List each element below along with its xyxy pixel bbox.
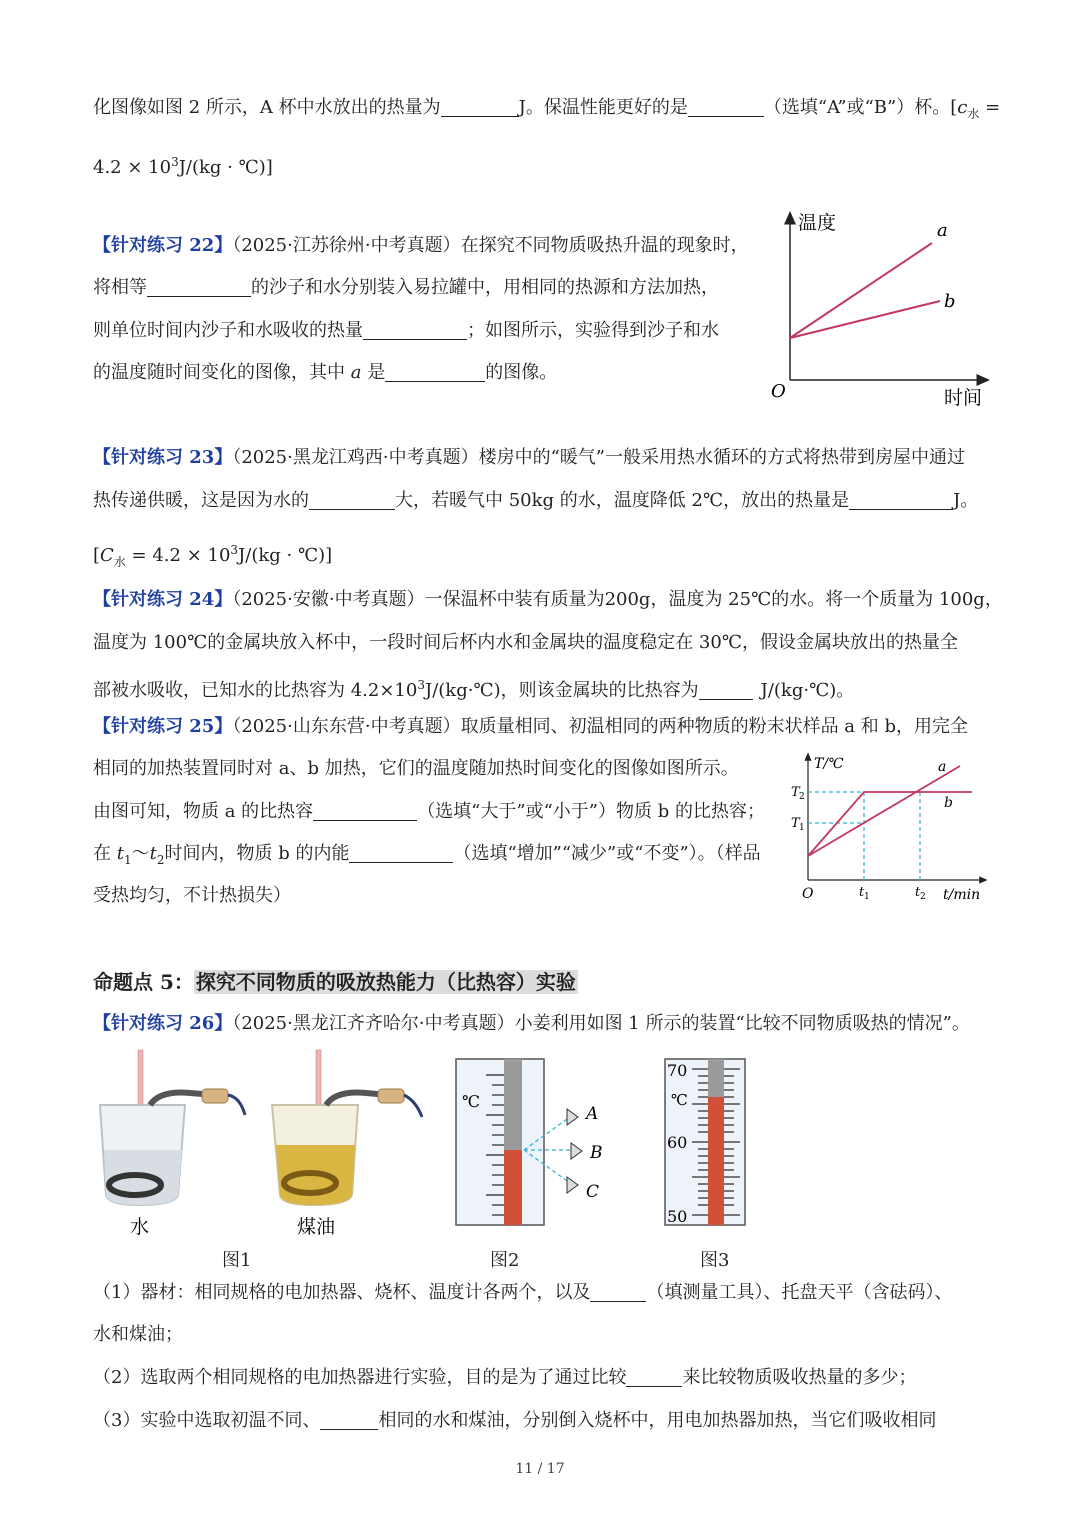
answer-blank[interactable]	[688, 98, 764, 117]
q24-line1: 【针对练习 24】（2025·安徽·中考真题）一保温杯中装有质量为200g，温度为 25℃的水。将一个质量为 100g，	[93, 589, 1003, 610]
water-beaker	[95, 1050, 245, 1240]
eye-C-icon	[567, 1177, 578, 1193]
origin-label: O	[771, 381, 786, 402]
origin-label: O	[802, 886, 814, 902]
thermometer-liquid	[504, 1150, 522, 1225]
label-a: a	[937, 220, 948, 241]
tick-50: 50	[667, 1207, 688, 1226]
answer-blank[interactable]	[441, 98, 519, 117]
exercise-tag: 【针对练习 26】	[93, 1013, 233, 1034]
line-b	[790, 301, 940, 338]
figure1-caption: 图1	[222, 1250, 252, 1271]
figure1-beakers	[90, 1045, 440, 1240]
q25-line2: 相同的加热装置同时对 a、b 加热，它们的温度随加热时间变化的图像如图所示。	[93, 758, 739, 779]
q22-line3: 则单位时间内沙子和水吸收的热量 ；如图所示，实验得到沙子和水	[93, 320, 719, 341]
section-heading: 命题点 5： 探究不同物质的吸放热能力（比热容）实验	[93, 970, 576, 994]
t2-label: t	[915, 885, 921, 900]
q23-line2: 热传递供暖，这是因为水的 大，若暖气中 50kg 的水，温度降低 2℃，放出的热量是 J。	[93, 490, 979, 511]
temperature-heating-time-graph	[780, 750, 990, 905]
q25-line1: 【针对练习 25】（2025·山东东营·中考真题）取质量相同、初温相同的两种物质的粉末状样品 a 和 b，用完全	[93, 716, 968, 737]
q23-line1: 【针对练习 23】（2025·黑龙江鸡西·中考真题）楼房中的“暖气”一般采用热水循环的方式将热带到房屋中通过	[93, 447, 965, 468]
answer-blank[interactable]	[147, 278, 251, 297]
answer-blank[interactable]	[590, 1283, 646, 1302]
p1-line1: 化图像如图 2 所示，A 杯中水放出的热量为 J。保温性能更好的是 （选填“A”或“B”）杯。[$c_水$ =	[93, 97, 1001, 121]
answer-blank[interactable]	[385, 363, 485, 382]
exercise-tag: 【针对练习 22】	[93, 235, 233, 256]
exercise-tag: 【针对练习 25】	[93, 716, 233, 737]
figure3-thermometer	[662, 1055, 752, 1230]
answer-blank[interactable]	[363, 321, 467, 340]
T2-label: T	[791, 785, 800, 800]
q26-sub1: （1）器材：相同规格的电加热器、烧杯、温度计各两个，以及 （填测量工具）、托盘天平（含砝码）、	[93, 1282, 953, 1303]
page-number: 11 / 17	[515, 1461, 565, 1477]
label-C: C	[586, 1182, 600, 1202]
line-a	[808, 766, 960, 856]
thermometer-liquid	[708, 1097, 724, 1225]
label-a: a	[938, 759, 947, 775]
answer-blank[interactable]	[626, 1368, 682, 1387]
T2-sub: 2	[799, 792, 805, 802]
tick-70: 70	[667, 1061, 688, 1080]
figure3-caption: 图3	[700, 1250, 730, 1271]
q22-line4: 的温度随时间变化的图像，其中 a 是 的图像。	[93, 362, 558, 383]
label-b: b	[944, 291, 956, 312]
answer-blank[interactable]	[313, 802, 417, 821]
q25-line3: 由图可知，物质 a 的比热容 （选填“大于”或“小于”）物质 b 的比热容；	[93, 801, 765, 822]
x-axis-label: t/min	[943, 887, 981, 903]
T1-sub: 1	[799, 823, 805, 833]
exercise-tag: 【针对练习 23】	[93, 447, 233, 468]
oil-beaker	[272, 1050, 422, 1205]
celsius-unit: ℃	[671, 1091, 688, 1109]
t2-sub: 2	[920, 892, 926, 902]
thermometer-board	[456, 1059, 544, 1225]
eye-A-icon	[567, 1109, 578, 1125]
q25-line5: 受热均匀，不计热损失）	[93, 885, 291, 906]
x-axis-label: 时间	[944, 387, 983, 409]
exercise-tag: 【针对练习 24】	[93, 589, 233, 610]
water-label: 水	[130, 1216, 150, 1238]
t1-label: t	[859, 885, 865, 900]
label-B: B	[590, 1143, 603, 1163]
q24-line3: 部被水吸收，已知水的比热容为 $4.2\times 10^3J/(kg\cdot℃)$，则该金属块的比热容为 J/(kg·℃)。	[93, 678, 855, 701]
eye-B-icon	[571, 1143, 582, 1159]
y-axis-label: T/℃	[814, 756, 844, 772]
T1-label: T	[791, 816, 800, 831]
answer-blank[interactable]	[699, 681, 753, 700]
q25-line4: 在 $t_1\sim t_2$时间内，物质 b 的内能 （选填“增加”“减少”或“不变”）。（样品	[93, 843, 761, 867]
q26-line1: 【针对练习 26】（2025·黑龙江齐齐哈尔·中考真题）小姜利用如图 1 所示的装置“比较不同物质吸热的情况”。	[93, 1013, 970, 1034]
label-b: b	[944, 795, 953, 811]
q26-sub2: （2）选取两个相同规格的电加热器进行实验，目的是为了通过比较 来比较物质吸收热量的多少；	[93, 1367, 917, 1388]
kerosene-label: 煤油	[297, 1216, 336, 1238]
figure2-thermometer-reading	[452, 1055, 622, 1230]
q22-line1: 【针对练习 22】（2025·江苏徐州·中考真题）在探究不同物质吸热升温的现象时，	[93, 235, 749, 256]
tick-60: 60	[667, 1133, 688, 1152]
q26-sub1-cont: 水和煤油；	[93, 1324, 183, 1345]
line-a	[790, 243, 932, 338]
q26-sub3: （3）实验中选取初温不同、 相同的水和煤油，分别倒入烧杯中，用电加热器加热，当它们吸收相同	[93, 1410, 937, 1431]
t1-sub: 1	[864, 892, 870, 902]
answer-blank[interactable]	[349, 844, 453, 863]
q24-line2: 温度为 100℃的金属块放入杯中，一段时间后杯内水和金属块的温度稳定在 30℃，假设金属块放出的热量全	[93, 632, 958, 653]
label-A: A	[586, 1104, 599, 1124]
figure2-caption: 图2	[490, 1250, 520, 1271]
p1-line2: $4.2 \times 10^3J/(kg$ · ℃)]	[93, 155, 273, 178]
temperature-time-graph	[762, 205, 994, 415]
y-axis-label: 温度	[798, 212, 837, 234]
celsius-unit: ℃	[462, 1092, 480, 1111]
q23-line3: [$C_水 = 4.2 \times 10^3J/(kg$ · ℃)]	[93, 543, 333, 569]
answer-blank[interactable]	[309, 491, 395, 510]
q22-line2: 将相等 的沙子和水分别装入易拉罐中，用相同的热源和方法加热，	[93, 277, 719, 298]
answer-blank[interactable]	[849, 491, 953, 510]
answer-blank[interactable]	[320, 1411, 378, 1430]
